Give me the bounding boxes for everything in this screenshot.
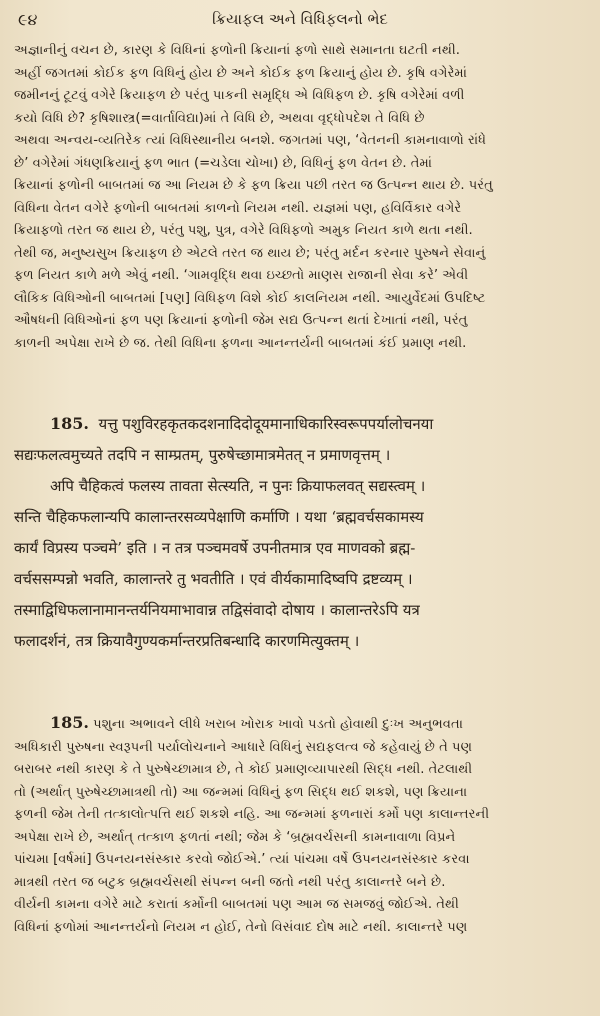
gujarati-paragraph-1 — [14, 40, 584, 355]
text-line: ક્રિયાનાં ફળોની બાબતમાં જ આ નિયમ છે કે ફળ ક્રિયા પછી તરત જ ઉત્પન્ન થાય છે. પરંતુ — [14, 178, 493, 193]
text-line: પાંચમા [વર્ષમાં] ઉપનયનસંસ્કાર કરવો જોઈએ.’ ત્યાં પાંચમા વર્ષે ઉપનયનસંસ્કાર કરવા — [14, 852, 470, 867]
text-line: फलादर्शनं, तत्र क्रियावैगुण्यकर्मान्तरप्रतिबन्धादि कारणमित्युक्तम् । — [14, 632, 360, 650]
text-line: અહીં જગતમાં કોઈક ફળ વિધિનું હોય છે અને કોઈક ફળ ક્રિયાનું હોય છે. કૃષિ વગેરેમાં — [14, 65, 467, 81]
text-line: અથવા અન્વય-વ્યતિરેક ત્યાં વિધિસ્થાનીય બનશે. જગતમાં પણ, ‘વેતનની કામનાવાળો રાંધે — [14, 133, 486, 148]
text-line: કાળની અપેક્ષા રાખે છે જ. તેથી વિધિના ફળના આનન્તર્યની બાબતમાં કંઈ પ્રમાણ નથી. — [14, 335, 467, 351]
text-line: કયો વિધિ છે? કૃષિશાસ્ત્ર(=વાર્તાવિદ્યા)માં તે વિધિ છે, અથવા વૃદ્ધોપદેશ તે વિધિ છે — [14, 110, 425, 126]
page-number: ૯૪ — [18, 10, 38, 29]
text-line: છે’ વગેરેમાં ગંધણક્રિયાનું ફળ ભાત (=ચડેલા ચોખા) છે, વિધિનું ફળ વેતન છે. તેમાં — [14, 155, 433, 171]
text-line: अपि चैहिकत्वं फलस्य तावता सेत्स्यति, न पुनः क्रियाफलवत् सद्यस्त्वम् । — [50, 477, 426, 495]
text-line: ક્રિયાફળો તરત જ થાય છે, પરંતુ પશુ, પુત્ર, વગેરે વિધિફળો અમુક નિયત કાળે થતા નથી. — [14, 223, 473, 238]
gujarati-paragraph-185 — [14, 712, 584, 939]
text-line: અજ્ઞાનીનું વચન છે, કારણ કે વિધિનાં ફળોની ક્રિયાનાં ફળો સાથે સમાનતા ઘટતી નથી. — [14, 43, 460, 58]
text-line — [14, 408, 584, 440]
running-title: ક્રિયાફલ અને વિધિફલનો ભેદ — [212, 10, 388, 28]
text-line: અધિકારી પુરુષના સ્વરૂપની પર્યાલોચનાને આધારે વિધિનું સદ્યફલત્વ જે કહેવાયું છે તે પણ — [14, 739, 473, 755]
text-line: લૌકિક વિધિઓની બાબતમાં [પણ] વિધિફળ વિશે કોઈ કાલનિયમ નથી. આયુર્વેદમાં ઉપદિષ્ટ — [14, 290, 486, 306]
text-line: જમીનનું ટૂટવું વગેરે ક્રિયાફળ છે પરંતુ પાકની સમૃદ્ધિ એ વિધિફળ છે. કૃષિ વગેરેમાં વળી — [14, 88, 465, 103]
text-line: ફળ નિયત કાળે મળે એવું નથી. ‘ગામવૃદ્ધિ થવા ઇચ્છતો માણસ રાજાની સેવા કરે’ એવી — [14, 268, 469, 283]
text-line: માત્રથી તરત જ બટુક બ્રહ્મવર્ચસથી સંપન્ન બની જતો નથી પરંતુ કાલાન્તરે બને છે. — [14, 874, 446, 890]
text-line: વીર્યની કામના વગેરે માટે કરાતાં કર્મોની બાબતમાં પણ આમ જ સમજવું જોઈએ. તેથી — [14, 897, 459, 912]
paragraph-number: 185. — [50, 414, 89, 433]
text-line: तस्माद्विधिफलानामानन्तर्यनियमाभावान्न तद्विसंवादो दोषाय । कालान्तरेऽपि यत्र — [14, 601, 420, 619]
text-line: બરાબર નથી કારણ કે તે પુરુષેચ્છામાત્ર છે, તે કોઈ પ્રમાણવ્યાપારથી સિદ્ધ નથી. તેટલાથી — [14, 762, 473, 777]
gujarati-first-line: પશુના અભાવને લીધે ખરાબ ખોરાક ખાવો પડતો હોવાથી દુઃખ અનુભવતા — [93, 717, 463, 732]
text-line: वर्चससम्पन्नो भवति, कालान्तरे तु भवतीति । एवं वीर्यकामादिष्वपि द्रष्टव्यम् । — [14, 570, 413, 588]
text-line: વિધિના વેતન વગેરે ફળોની બાબતમાં કાળનો નિયમ નથી. યજ્ઞમાં પણ, હવિર્વિકાર વગેરે — [14, 200, 462, 216]
sanskrit-first-line: यत्तु पशुविरहकृतकदशनादिदोदूयमानाधिकारिस्वरूपपर्यालोचनया — [98, 415, 434, 433]
text-line: ઔષધની વિધિઓનાં ફળ પણ ક્રિયાનાં ફળોની જેમ સદ્ય ઉત્પન્ન થતાં દેખાતાં નથી, પરંતુ — [14, 313, 468, 328]
paragraph-number: 185. — [50, 713, 89, 732]
text-line: તેથી જ, મનુષ્યસુખ ક્રિયાફળ છે એટલે તરત જ થાય છે; પરંતુ મર્દન કરનાર પુરુષને સેવાનું — [14, 245, 486, 261]
text-line: તો (અર્થાત્ પુરુષેચ્છામાત્રથી તો) આ જન્મમાં વિધિનું ફળ સિદ્ધ થઈ શકશે, પણ ક્રિયાના — [14, 784, 468, 800]
text-line: सद्यःफलत्वमुच्यते तदपि न साम्प्रतम्, पुरुषेच्छामात्रमेतत् न प्रमाणवृत्तम् । — [14, 446, 391, 464]
sanskrit-paragraph-185 — [14, 408, 584, 657]
text-line — [14, 712, 584, 737]
text-line: ફળની જેમ તેની તત્કાલોત્પત્તિ થઈ શકશે નહિ. આ જન્મમાં ફળનારાં કર્મો પણ કાલાન્તરની — [14, 807, 490, 822]
text-line: વિધિનાં ફળોમાં આનન્તર્યનો નિયમ ન હોઈ, તેનો વિસંવાદ દોષ માટે નથી. કાલાન્તરે પણ — [14, 919, 468, 935]
page-header — [18, 6, 582, 32]
text-line: कार्यं विप्रस्य पञ्चमे’ इति । न तत्र पञ्चमवर्षे उपनीतमात्र एव माणवको ब्रह्म- — [14, 539, 416, 557]
text-line: सन्ति चैहिकफलान्यपि कालान्तरसव्यपेक्षाणि कर्माणि । यथा ‘ब्रह्मवर्चसकामस्य — [14, 508, 424, 526]
text-line: અપેક્ષા રાખે છે, અર્થાત્ તત્કાળ ફળતાં નથી; જેમ કે ‘બ્રહ્મવર્ચસની કામનાવાળા વિપ્રને — [14, 829, 456, 845]
